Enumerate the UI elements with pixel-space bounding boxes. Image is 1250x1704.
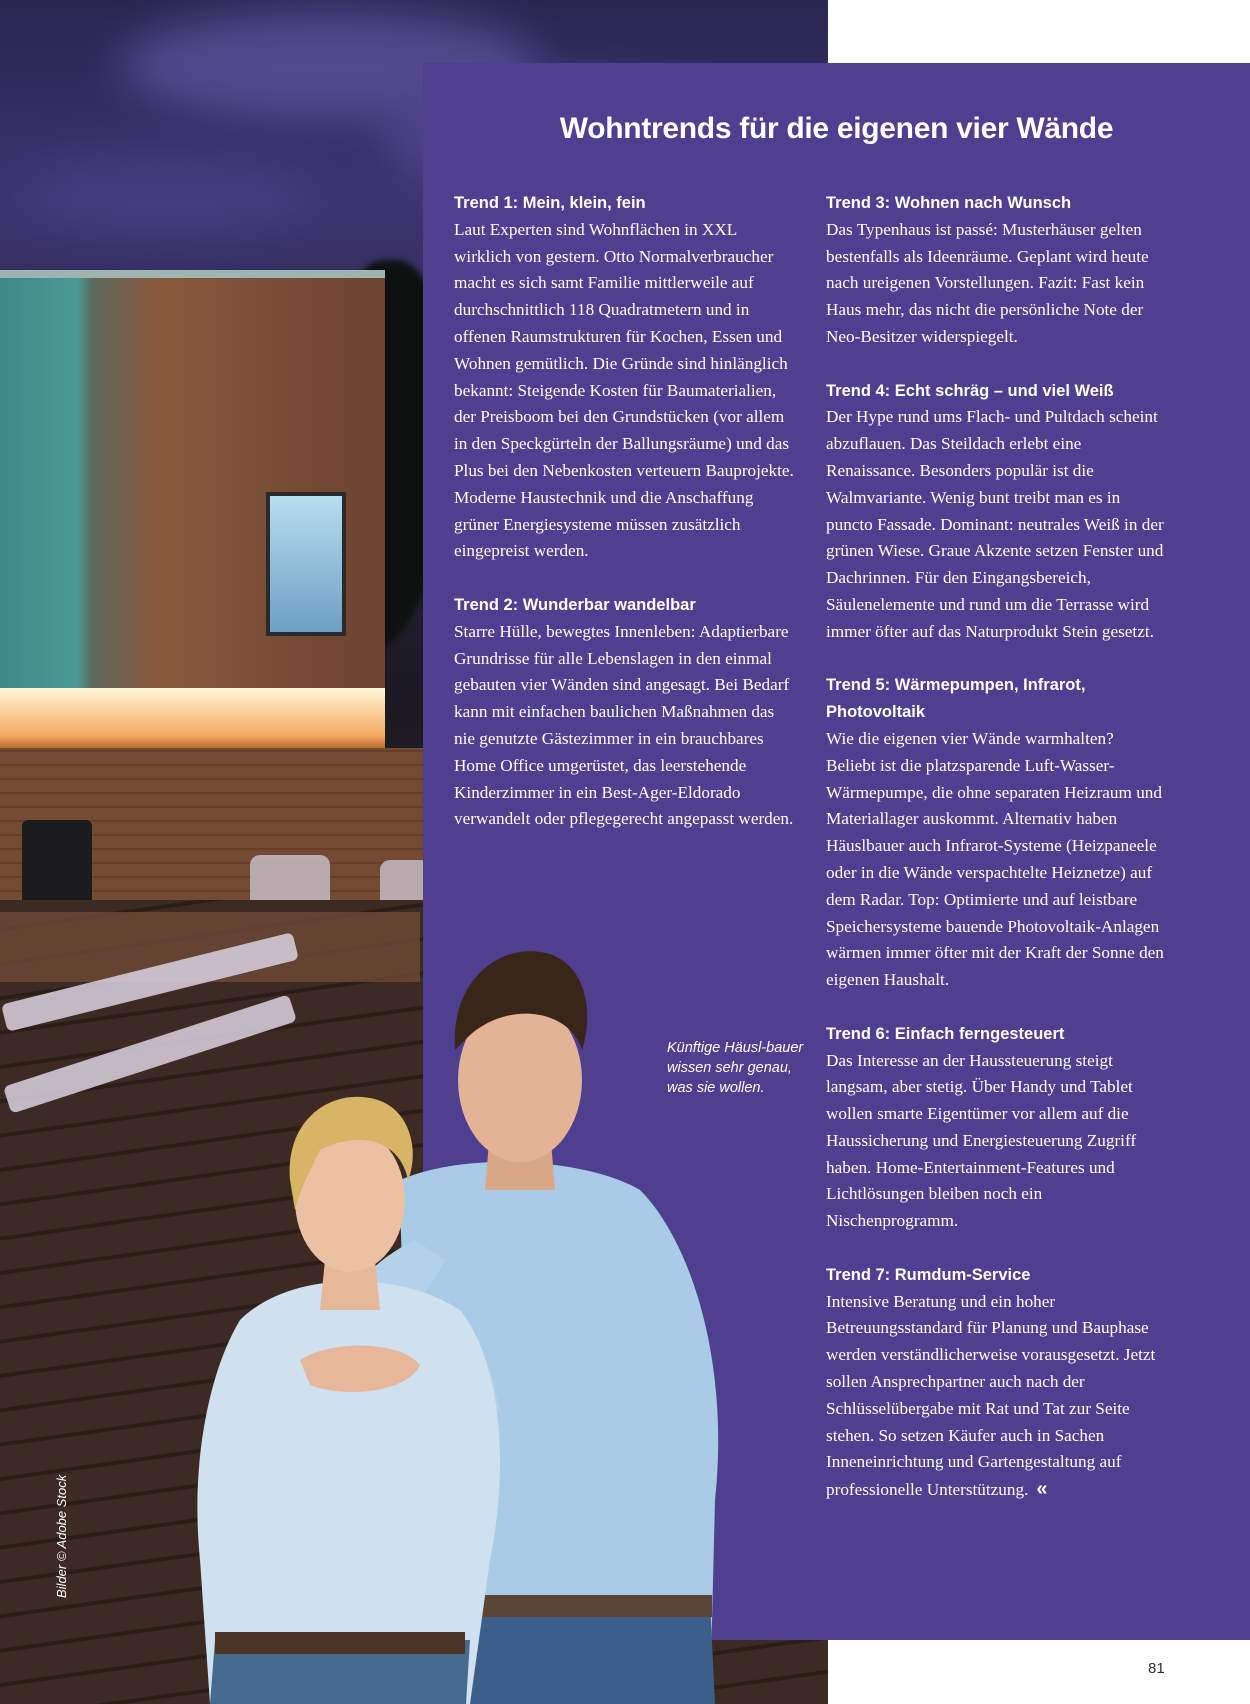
photo-credit: Bilder © Adobe Stock bbox=[54, 1474, 69, 1598]
trend-body: Starre Hülle, bewegtes Innenleben: Adaptierbare Grundrisse für alle Lebenslagen in den einmal gebauten vier Wänden sind angesagt. Bei Bedarf kann mit einfachen baulichen Maßnahmen das nie genutzte Gästezimmer in ein brauchbares Home Office umgerüstet, das leerstehende Kinderzimmer in ein Best-Ager-Eldorado verwandelt oder pflegegerecht angepasst werden. bbox=[454, 621, 794, 829]
trend-heading: Trend 7: Rumdum-Service bbox=[826, 1265, 1031, 1284]
trend-body-text: Intensive Beratung und ein hoher Betreuungsstandard für Planung und Bauphase werden verständlicherweise vorausgesetzt. Jetzt sollen Ansprechpartner auch nach der Schlüsselübergabe mit Rat und Tat zur Seite stehen. So setzen Käufer auch in Sachen Inneneinrichtung und Gartengestaltung auf professionelle Unterstützung. bbox=[826, 1291, 1156, 1500]
trend-section bbox=[826, 1021, 1166, 1235]
trend-heading: Trend 4: Echt schräg – und viel Weiß bbox=[826, 381, 1114, 400]
column-left bbox=[454, 190, 794, 860]
trend-body bbox=[826, 1289, 1166, 1504]
trend-heading: Trend 2: Wunderbar wandelbar bbox=[454, 595, 696, 614]
end-mark: « bbox=[1036, 1478, 1048, 1501]
trend-section bbox=[454, 592, 794, 833]
trend-heading: Trend 3: Wohnen nach Wunsch bbox=[826, 194, 1072, 212]
trend-body: Laut Experten sind Wohnflächen in XXL wirklich von gestern. Otto Normalverbraucher macht es sich samt Familie mittlerweile auf durchschnittlich 118 Quadratmetern und in offenen Raumstrukturen für Kochen, Essen und Wohnen gemütlich. Die Gründe sind hinlänglich bekannt: Steigende Kosten für Baumaterialien, der Preisboom bei den Grundstücken (vor allem in den Speckgürteln der Ballungsräume) und das Plus bei den Nebenkosten verteuern Bauprojekte. Moderne Haustechnik und die Anschaffung grüner Energiesysteme müssen zusätzlich eingepreist werden. bbox=[454, 219, 794, 561]
trend-section bbox=[826, 672, 1166, 994]
house-light-strip bbox=[0, 688, 385, 748]
trend-heading: Trend 1: Mein, klein, fein bbox=[454, 194, 646, 212]
trend-heading: Trend 6: Einfach ferngesteuert bbox=[826, 1024, 1065, 1043]
trend-body: Das Interesse an der Haussteuerung steigt langsam, aber stetig. Über Handy und Tablet wollen smarte Eigentümer vor allem auf die Haussicherung und Energiesteuerung Zugriff haben. Home-Entertainment-Features und Lichtlösungen bleiben noch ein Nischenprogramm. bbox=[826, 1050, 1137, 1231]
trend-heading: Trend 5: Wärmepumpen, Infrarot, Photovoltaik bbox=[826, 676, 1086, 722]
page-number: 81 bbox=[1148, 1660, 1165, 1677]
trend-section bbox=[826, 378, 1166, 646]
trend-section bbox=[826, 190, 1166, 351]
house-window bbox=[266, 492, 346, 636]
trend-section bbox=[454, 190, 794, 565]
trend-body: Der Hype rund ums Flach- und Pultdach scheint abzuflauen. Das Steildach erlebt eine Renaissance. Besonders populär ist die Walmvariante. Wenig bunt treibt man es in puncto Fassade. Dominant: neutrales Weiß in der grünen Wiese. Graue Akzente setzen Fenster und Dachrinnen. Für den Eingangsbereich, Säulenelemente und rund um die Terrasse wird immer öfter auf das Naturprodukt Stein gesetzt. bbox=[826, 407, 1164, 641]
grill bbox=[22, 820, 92, 910]
column-right bbox=[826, 190, 1166, 1531]
article-title: Wohntrends für die eigenen vier Wände bbox=[559, 112, 1114, 145]
photo-caption: Künftige Häusl-bauer wissen sehr genau, was sie wollen. bbox=[667, 1040, 804, 1096]
trend-section bbox=[826, 1262, 1166, 1504]
trend-body: Das Typenhaus ist passé: Musterhäuser gelten bestenfalls als Ideenräume. Geplant wird heute nach ureigenen Vorstellungen. Fazit: Fast kein Haus mehr, das nicht die persönliche Note der Neo-Besitzer widerspiegelt. bbox=[826, 219, 1149, 346]
woman-belt bbox=[215, 1632, 465, 1654]
trend-body: Wie die eigenen vier Wände warmhalten? Beliebt ist die platzsparende Luft-Wasser-Wärmepumpe, die ohne separaten Heizraum und Materiallager auskommt. Alternativ haben Häuslbauer auch Infrarot-Systeme (Heizpaneele oder in die Wände verspachtelte Heiznetze) auf dem Radar. Top: Optimierte und auf leistbare Speichersysteme bauende Photovoltaik-Anlagen wärmen immer öfter mit der Kraft der Sonne den eigenen Haushalt. bbox=[826, 728, 1164, 990]
